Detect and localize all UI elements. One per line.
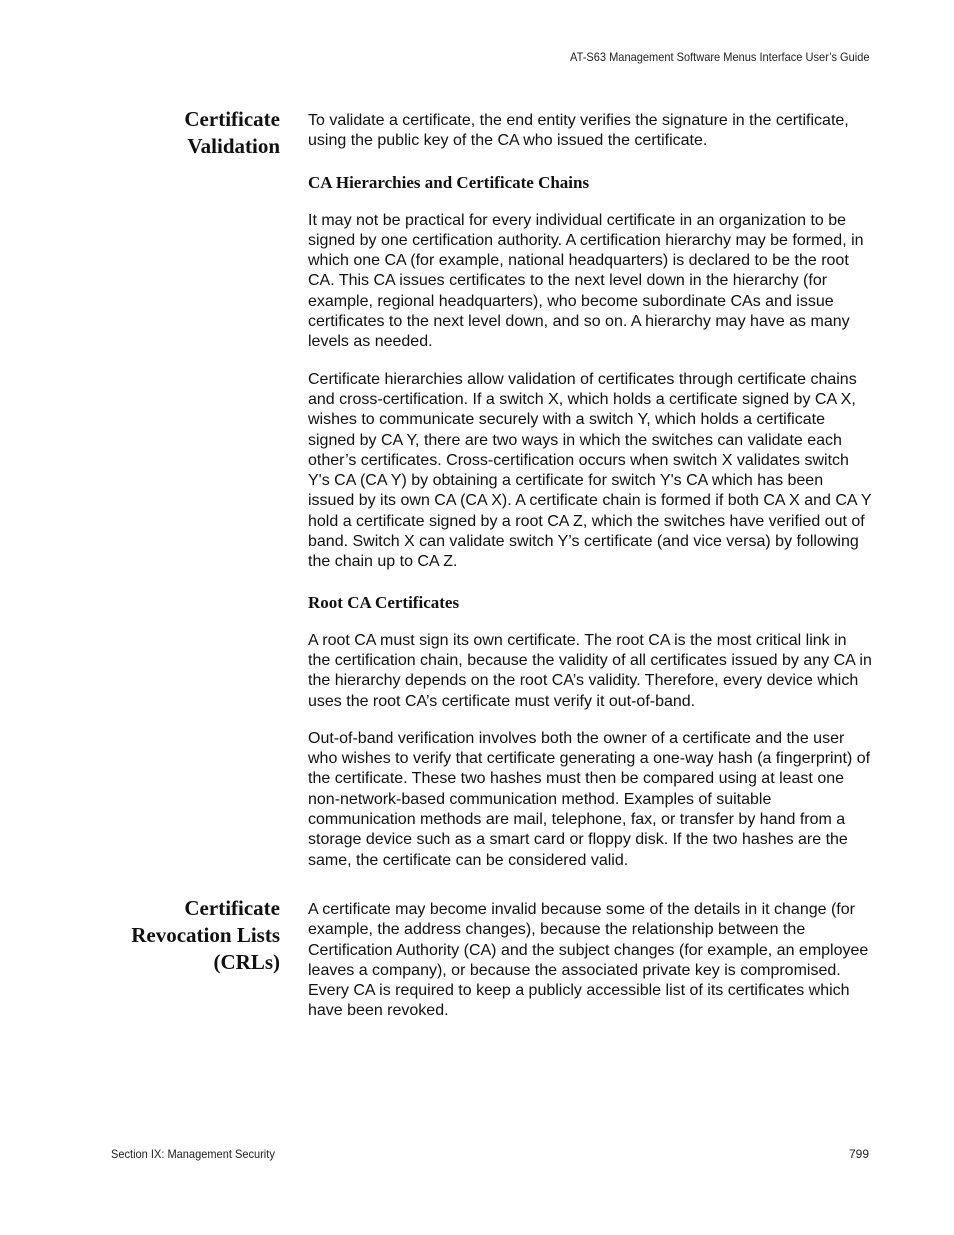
heading-line: (CRLs) bbox=[213, 950, 280, 974]
paragraph: To validate a certificate, the end entity verifies the signature in the certificate, using the public key of the CA who issued the certificate. bbox=[308, 112, 849, 150]
paragraph: Out-of-band verification involves both the owner of a certificate and the user who wishes to verify that certificate generating a one-way hash (a fingerprint) of the certificate. These two hashes must then be compared using at least one non-network-based communication method. Examples of suitable communication methods are mail, telephone, fax, or transfer by hand from a storage device such as a smart card or floppy disk. If the two hashes are the same, the certificate can be considered valid. bbox=[308, 729, 871, 869]
page-number: 799 bbox=[848, 1147, 869, 1161]
heading-line: Revocation Lists bbox=[131, 923, 280, 947]
subsection-heading: CA Hierarchies and Certificate Chains bbox=[308, 172, 590, 192]
paragraph: It may not be practical for every individual certificate in an organization to be signed by one certification authority. A certification hierarchy may be formed, in which one CA (for example, national headquarters) is declared to be the root CA. This CA issues certificates to the next level down in the hierarchy (for example, regional headquarters), who become subordinate CAs and issue certificates to the next level down, and so on. A hierarchy may have as many levels as needed. bbox=[308, 211, 864, 351]
heading-line: Certificate bbox=[184, 896, 280, 920]
paragraph: Certificate hierarchies allow validation of certificates through certificate chains and cross-certification. If a switch X, which holds a certificate signed by CA X, wishes to communicate securely with a switch Y, which holds a certificate signed by CA Y, there are two ways in which the switches can validate each other’s certificates. Cross-certification occurs when switch X validates switch Y's CA (CA Y) by obtaining a certificate for switch Y's CA which has been issued by its own CA (CA X). A certificate chain is formed if both CA X and CA Y hold a certificate signed by a root CA Z, which the switches have verified out of band. Switch X can validate switch Y’s certificate (and vice versa) by following the chain up to CA Z. bbox=[308, 370, 872, 571]
section-heading bbox=[80, 895, 280, 976]
section-body bbox=[308, 111, 873, 888]
heading-line: Validation bbox=[187, 134, 280, 158]
section-body bbox=[308, 900, 873, 1039]
running-header: AT-S63 Management Software Menus Interface User’s Guide bbox=[569, 50, 869, 64]
section-heading bbox=[80, 106, 280, 160]
paragraph: A root CA must sign its own certificate. The root CA is the most critical link in the certification chain, because the validity of all certificates issued by any CA in the hierarchy depends on the root CA’s validity. Therefore, every device which uses the root CA’s certificate must verify it out-of-band. bbox=[308, 631, 872, 710]
footer-section-label: Section IX: Management Security bbox=[111, 1147, 275, 1161]
heading-line: Certificate bbox=[184, 107, 280, 131]
paragraph: A certificate may become invalid because some of the details in it change (for example, the address changes), because the relationship between the Certification Authority (CA) and the subject changes (for example, an employee leaves a company), or because the associated private key is compromised. Every CA is required to keep a publicly accessible list of its certificates which have been revoked. bbox=[308, 901, 869, 1020]
subsection-heading: Root CA Certificates bbox=[308, 592, 460, 612]
